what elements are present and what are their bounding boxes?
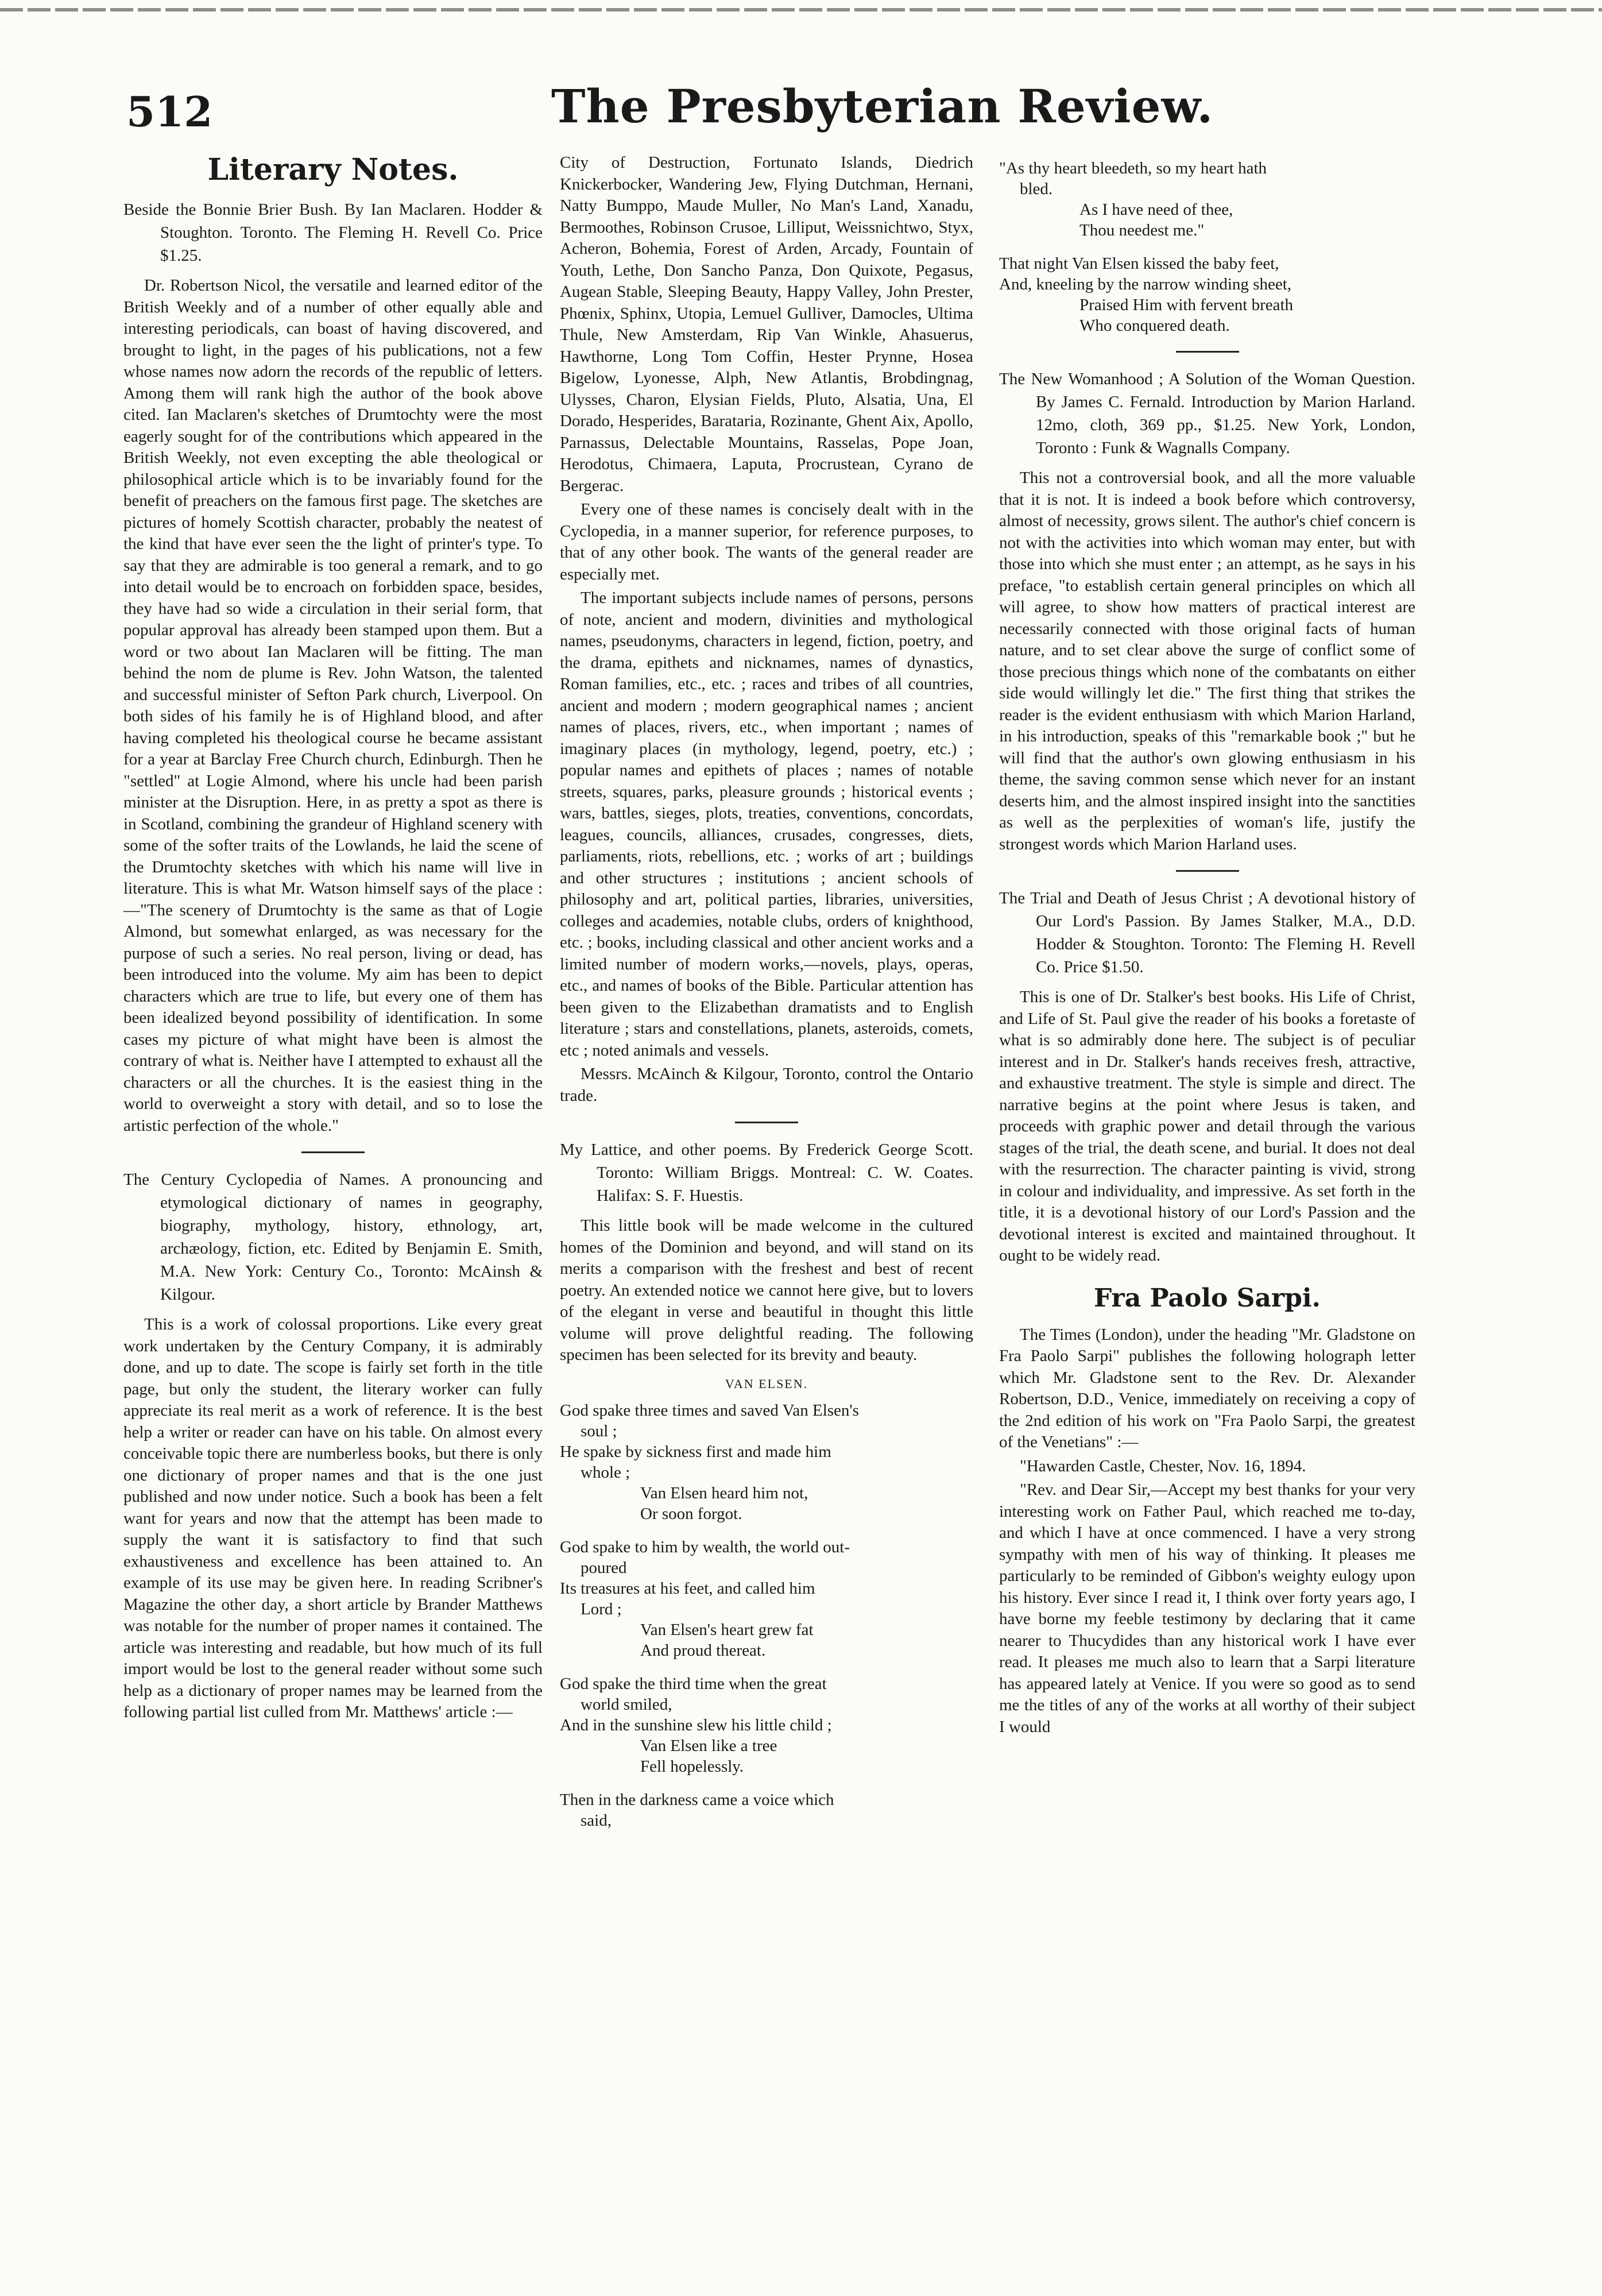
paragraph: Messrs. McAinch & Kilgour, Toronto, control the Ontario trade. — [560, 1065, 973, 1105]
poem-line: Van Elsen like a tree — [640, 1737, 777, 1755]
poem-line: That night Van Elsen kissed the baby feet, — [999, 254, 1279, 273]
poem-line: whole ; — [581, 1463, 630, 1482]
poem-line: God spake three times and saved Van Elsen's — [560, 1401, 859, 1420]
poem-line: world smiled, — [581, 1695, 672, 1714]
review-body-bonnie-brier-bush: Dr. Robertson Nicol, the versatile and learned editor of the British Weekly and of a number of other equally able and interesting periodicals, can boast of having discovered, and brought to light, in the pages of his publications, not a few whose names now adorn the records of the republic of letters. Among them will rank high the author of the book above cited. Ian Maclaren's sketches of Drumtochty were the most eagerly sought for of the contributions which appeared in the British Weekly, not even excepting the able theological or philosophical article which is to be invariably found for the benefit of preachers on the famous first page. The sketches are pictures of homely Scottish character, probably the neatest of the kind that have ever seen the the light of printer's type. To say that they are admirable is too general a remark, and to go into detail would be to encroach on forbidden space, besides, they have had so wide a circulation in their serial form, that popular approval has already been stamped upon them. But a word or two about Ian Maclaren will be fitting. The man behind the nom de plume is Rev. John Watson, the talented and successful minister of Sefton Park church, Liverpool. On both sides of his family he is of Highland blood, and after having completed his theological course he became assistant for a year at Barclay Free Church church, Edinburgh. Then he "settled" at Logie Almond, where his uncle had been parish minister at the Disruption. Here, in as pretty a spot as there is in Scotland, combining the grandeur of Highland scenery with some of the softer traits of the Lowlands, he laid the scene of the Drumtochty sketches with which his name will live in literature. This is what Mr. Watson himself says of the place :—"The scenery of Drumtochty is the same as that of Logie Almond, but somewhat enlarged, as was necessary for the purpose of such a series. No real person, living or dead, has been introduced into the volume. My aim has been to depict characters which are true to life, but every one of them has been idealized beyond possibility of identification. In some cases my picture of what might have been is almost the contrary of what is. Neither have I attempted to exhaust all the characters or all the churches. It is the easiest thing in the world to overweight a story with detail, and so to lose the artistic perfection of the whole." — [123, 276, 543, 1135]
sarpi-intro: The Times (London), under the heading "Mr. Gladstone on Fra Paolo Sarpi" publishes the following holograph letter which Mr. Gladstone sent to the Rev. Dr. Alexander Robertson, D.D., Venice, immediately on receiving a copy of the 2nd edition of his work on "Fra Paolo Sarpi, the greatest of the Venetians" :— — [999, 1325, 1415, 1451]
poem-line — [560, 1524, 973, 1537]
column-2 — [560, 152, 973, 1839]
section-title-literary-notes: Literary Notes. — [207, 152, 459, 187]
poem-line: Lord ; — [581, 1600, 622, 1618]
page-number: 512 — [126, 87, 213, 136]
section-divider — [735, 1122, 798, 1123]
poem-line: And, kneeling by the narrow winding sheet, — [999, 275, 1292, 293]
poem-line: poured — [581, 1559, 627, 1577]
poem-line: Its treasures at his feet, and called him — [560, 1579, 815, 1598]
page-title: The Presbyterian Review. — [551, 79, 1214, 133]
review-body-new-womanhood: This not a controversial book, and all the more valuable that it is not. It is indeed a book before which controversy, almost of necessity, grows silent. The author's chief concern is not with the activities into which woman may enter, but with those into which she must enter ; an attempt, as he says in his preface, "to establish certain general principles on which all will agree, to show how matters of practical interest are necessarily connected with those original facts of human nature, and to set clear above the surge of conflict some of those precious things which none of the combatants on either side would willingly let die." The first thing that strikes the reader is the evident enthusiasm with which Marion Harland, in his introduction, speaks of this "remarkable book ;" but he will find that the author's own glowing enthusiasm in his theme, the saving common sense which never for an instant deserts him, and the almost inspired insight into the sanctities as well as the perplexities of woman's life, justify the strongest words which Marion Harland uses. — [999, 469, 1415, 853]
section-divider — [1176, 870, 1239, 872]
poem-line: Van Elsen heard him not, — [640, 1484, 808, 1502]
poem-line: God spake to him by wealth, the world out- — [560, 1538, 850, 1556]
section-divider — [301, 1151, 365, 1153]
review-heading-new-womanhood: The New Womanhood ; A Solution of the Woman Question. By James C. Fernald. Introduction by Marion Harland. 12mo, cloth, 369 pp., $1.25. New York, London, Toronto : Funk & Wagnalls Company. — [999, 370, 1415, 457]
review-heading-century-cyclopedia: The Century Cyclopedia of Names. A pronouncing and etymological dictionary of names in geography, biography, mythology, history, ethnology, art, archæology, fiction, etc. Edited by Benjamin E. Smith, M.A. New York: Century Co., Toronto: McAinsh & Kilgour. — [123, 1170, 543, 1304]
review-body-trial-and-death: This is one of Dr. Stalker's best books. His Life of Christ, and Life of St. Paul give the reader of his books a foretaste of what is so admirably done here. The subject is of peculiar interest and in Dr. Stalker's hands receives fresh, attractive, and exhaustive treatment. The style is simple and direct. The narrative begins at the point where Jesus is taken, and proceeds with graphic power and detail through the various stages of the trial, the death scene, and burial. It does not deal with the resurrection. The character painting is vivid, strong in colour and individuality, and impressive. As set forth in the title, it is a devotional history of our Lord's Passion and the devotional interest is excited and maintained throughout. It ought to be widely read. — [999, 988, 1415, 1265]
poem-line: "As thy heart bleedeth, so my heart hath — [999, 159, 1267, 177]
review-heading-bonnie-brier-bush: Beside the Bonnie Brier Bush. By Ian Maclaren. Hodder & Stoughton. Toronto. The Fleming H. Revell Co. Price $1.25. — [123, 200, 543, 265]
poem-van-elsen — [560, 1400, 973, 1831]
poem-line: soul ; — [581, 1422, 617, 1440]
poem-title: VAN ELSEN. — [725, 1376, 808, 1391]
top-border-rule — [0, 8, 1602, 11]
poem-line — [560, 1777, 973, 1789]
poem-line: As I have need of thee, — [1079, 200, 1233, 219]
poem-line — [999, 241, 1415, 253]
letter-body: "Rev. and Dear Sir,—Accept my best thanks for your very interesting work on Father Paul, which reached me to-day, and which I have at once commenced. I have a very strong sympathy with men of his way of thinking. It pleases me particularly to be reminded of Gibbon's weighty eulogy upon his history. Ever since I read it, I think over forty years ago, I have borne my feeble testimony by declaring that it came nearer to Thucydides than any historical work I have ever read. It pleases me much also to learn that a Sarpi literature has appeared lately at Venice. If you were so good as to send me the titles of any of the works at all worthy of their subject I would — [999, 1481, 1415, 1736]
poem-line: And in the sunshine slew his little child ; — [560, 1716, 832, 1734]
poem-line: said, — [581, 1811, 612, 1830]
letter-dateline: "Hawarden Castle, Chester, Nov. 16, 1894. — [1020, 1456, 1306, 1475]
poem-line: Thou needest me." — [1079, 221, 1205, 239]
poem-line: God spake the third time when the great — [560, 1675, 827, 1693]
poem-line: Fell hopelessly. — [640, 1757, 744, 1776]
column-3 — [999, 152, 1415, 1740]
poem-line — [560, 1661, 973, 1673]
poem-line: Or soon forgot. — [640, 1505, 742, 1523]
poem-line: bled. — [1020, 180, 1053, 198]
poem-line: Van Elsen's heart grew fat — [640, 1621, 814, 1639]
review-body-my-lattice: This little book will be made welcome in the cultured homes of the Dominion and beyond, and will stand on its merits a comparison with the freshest and best of recent poetry. An extended notice we cannot here give, but to lovers of the elegant in verse and beautiful in thought this little volume will prove delightful reading. The following specimen has been selected for its brevity and beauty. — [560, 1216, 973, 1364]
poem-line: Praised Him with fervent breath — [1079, 296, 1294, 314]
poem-line: Who conquered death. — [1079, 316, 1230, 335]
poem-van-elsen-continued — [999, 158, 1415, 336]
review-heading-my-lattice: My Lattice, and other poems. By Frederick George Scott. Toronto: William Briggs. Montreal: C. W. Coates. Halifax: S. F. Huestis. — [560, 1141, 973, 1205]
names-list: City of Destruction, Fortunato Islands, Diedrich Knickerbocker, Wandering Jew, Flying Dutchman, Hernani, Natty Bumppo, Maude Muller, No Man's Land, Xanadu, Bermoothes, Robinson Crusoe, Lilliput, Weissnichtwo, Styx, Acheron, Bohemia, Forest of Arden, Arcady, Fountain of Youth, Lethe, Don Sancho Panza, Don Quixote, Pegasus, Augean Stable, Sleeping Beauty, Happy Valley, John Prester, Phœnix, Sphinx, Utopia, Lemuel Gulliver, Damocles, Ultima Thule, New Amsterdam, Rip Van Winkle, Ahasuerus, Hawthorne, Long Tom Coffin, Hester Prynne, Hosea Bigelow, Lyonesse, Alph, New Atlantis, Brobdingnag, Ulysses, Charon, Elysian Fields, Pluto, Alsatia, Una, El Dorado, Hesperides, Barataria, Rozinante, Ghent Aix, Apollo, Parnassus, Delectable Mountains, Rasselas, Pope Joan, Herodotus, Chimaera, Laputa, Procrustean, Cyrano de Bergerac. — [560, 153, 973, 495]
poem-line: He spake by sickness first and made him — [560, 1443, 831, 1461]
poem-line: And proud thereat. — [640, 1641, 766, 1660]
paragraph: The important subjects include names of persons, persons of note, ancient and modern, divinities and mythological names, pseudonyms, characters in legend, fiction, poetry, and the drama, epithets and nicknames, names of dynastics, Roman families, etc., etc. ; races and tribes of all countries, ancient and modern ; modern geographical names ; ancient names of places, rivers, etc., when important ; names of imaginary places (in mythology, legend, poetry, etc.) ; popular names and epithets of places ; names of notable streets, squares, parks, pleasure grounds ; historical events ; wars, battles, sieges, plots, treaties, conventions, concordats, leagues, councils, alliances, crusades, congresses, diets, parliaments, riots, rebellions, etc. ; works of art ; buildings and other structures ; institutions ; ancient schools of philosophy and art, political parties, libraries, universities, colleges and academies, notable clubs, orders of knighthood, etc. ; books, including classical and other ancient works and a limited number of modern works,—novels, plays, operas, etc., and names of books of the Bible. Particular attention has been given to the Elizabethan dramatists and to English literature ; stars and constellations, planets, asteroids, comets, etc ; noted animals and vessels. — [560, 589, 973, 1060]
poem-line: Then in the darkness came a voice which — [560, 1791, 834, 1809]
section-divider — [1176, 351, 1239, 353]
paragraph: Every one of these names is concisely dealt with in the Cyclopedia, in a manner superior, for reference purposes, to that of any other book. The wants of the general reader are especially met. — [560, 500, 973, 583]
review-body-century-cyclopedia: This is a work of colossal proportions. Like every great work undertaken by the Century Company, it is admirably done, and up to date. The scope is fairly set forth in the title page, but only the student, the literary worker can fully appreciate its real merit as a work of reference. It is the best help a writer or reader can have on his table. On almost every conceivable topic there are numberless books, but there is only one dictionary of proper names and that is the one just published and now under notice. Such a book has been a felt want for years and now that the attempt has been made to supply the want it is satisfactory to find that such exhaustiveness and excellence has been attained to. An example of its use may be given here. In reading Scribner's Magazine the other day, a short article by Brander Matthews was notable for the number of proper names it contained. The article was interesting and readable, but how much of its full import would be lost to the general reader without some such help as a dictionary of proper names may be learned from the following partial list culled from Mr. Matthews' article :— — [123, 1315, 543, 1721]
section-title-fra-paolo-sarpi: Fra Paolo Sarpi. — [1094, 1283, 1321, 1313]
column-1 — [123, 152, 543, 1726]
review-heading-trial-and-death: The Trial and Death of Jesus Christ ; A devotional history of Our Lord's Passion. By James Stalker, M.A., D.D. Hodder & Stoughton. Toronto: The Fleming H. Revell Co. Price $1.50. — [999, 889, 1415, 976]
